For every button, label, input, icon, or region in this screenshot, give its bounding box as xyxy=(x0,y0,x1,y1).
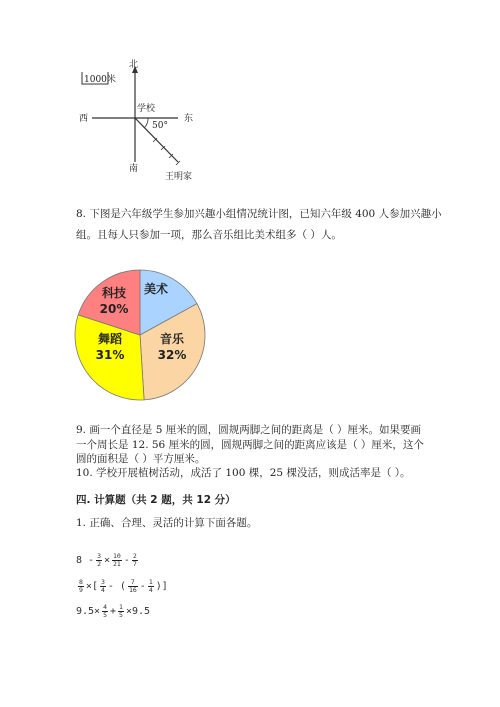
fraction xyxy=(132,553,138,568)
pie-chart xyxy=(70,265,210,405)
fraction xyxy=(102,604,108,619)
school-label: 学校 xyxy=(137,104,156,114)
pie-label-keji: 科技 xyxy=(101,286,127,300)
calc-expression-2 xyxy=(76,576,168,596)
fraction xyxy=(100,579,106,594)
denominator: 21 xyxy=(113,559,121,568)
pie-label-wudao-pct: 31% xyxy=(95,348,125,362)
calc-text: ×[ xyxy=(85,580,98,592)
question-10: 10. 学校开展植树活动，成活了 100 棵，25 棵没活，则成活率是（ ）。 xyxy=(76,467,411,479)
question-9-line-1: 9. 画一个直径是 5 厘米的圆，圆规两脚之间的距离是（ ）厘米。如果要画 xyxy=(76,424,422,436)
fraction xyxy=(128,579,138,594)
angle-arc xyxy=(144,118,148,128)
pie-label-yinyue: 音乐 xyxy=(159,332,185,346)
calc-expression-3 xyxy=(76,601,150,621)
calc-instruction: 1. 正确、合理、灵活的计算下面各题。 xyxy=(76,517,258,529)
denominator: 4 xyxy=(100,585,105,594)
fraction xyxy=(112,553,122,568)
calc-text: 9.5× xyxy=(76,605,101,617)
home-label: 王明家 xyxy=(165,172,193,182)
pie-label-yinyue-pct: 32% xyxy=(157,348,187,362)
numerator: 10 xyxy=(113,551,121,560)
calc-text: )] xyxy=(155,580,168,592)
question-8-line-2: 组。且每人只参加一项，那么音乐组比美术组多（ ）人。 xyxy=(76,229,342,241)
denominator: 7 xyxy=(132,559,137,568)
question-9-line-3: 圆的面积是（ ）平方厘米。 xyxy=(76,453,206,465)
calc-text: 8 - xyxy=(76,554,95,566)
calc-text: - xyxy=(123,554,130,566)
pie-label-keji-pct: 20% xyxy=(99,302,129,316)
numerator: 3 xyxy=(100,577,105,586)
pie-label-meishu: 美术 xyxy=(143,282,169,296)
question-9-line-2: 一个周长是 12. 56 厘米的圆，圆规两脚之间的距离应该是（ ）厘米，这个 xyxy=(76,439,424,451)
numerator: 4 xyxy=(103,602,108,611)
angle-label: 50° xyxy=(152,121,168,131)
denominator: 2 xyxy=(97,559,101,568)
calc-text: - ( xyxy=(107,580,126,592)
north-label: 北 xyxy=(129,60,139,70)
numerator: 7 xyxy=(128,579,138,587)
question-8-line-1: 8. 下图是六年级学生参加兴趣小组情况统计图，已知六年级 400 人参加兴趣小 xyxy=(76,208,442,220)
section-4-heading: 四. 计算题（共 2 题，共 12 分） xyxy=(76,494,236,506)
pie-label-wudao: 舞蹈 xyxy=(97,332,123,346)
numerator: 2 xyxy=(132,551,137,560)
numerator: 3 xyxy=(97,551,101,560)
pie-chart-svg xyxy=(70,265,210,405)
denominator: 16 xyxy=(128,585,137,594)
calc-text: ×9.5 xyxy=(125,605,151,617)
numerator: 1 xyxy=(119,602,123,611)
fraction xyxy=(78,579,84,594)
denominator: 5 xyxy=(119,610,123,619)
fraction xyxy=(148,579,154,594)
numerator: 1 xyxy=(148,577,153,586)
south-label: 南 xyxy=(129,164,139,174)
calc-text: × xyxy=(103,554,111,566)
west-label: 西 xyxy=(79,114,89,124)
numerator: 8 xyxy=(79,577,83,586)
denominator: 4 xyxy=(148,585,153,594)
fraction xyxy=(96,553,102,568)
fraction xyxy=(118,604,124,619)
denominator: 9 xyxy=(79,585,83,594)
east-label: 东 xyxy=(184,114,194,124)
scale-label: 1000米 xyxy=(84,75,116,85)
calc-text: - xyxy=(139,580,146,592)
denominator: 5 xyxy=(103,610,108,619)
calc-text: + xyxy=(110,605,117,617)
calc-expression-1 xyxy=(76,550,140,570)
